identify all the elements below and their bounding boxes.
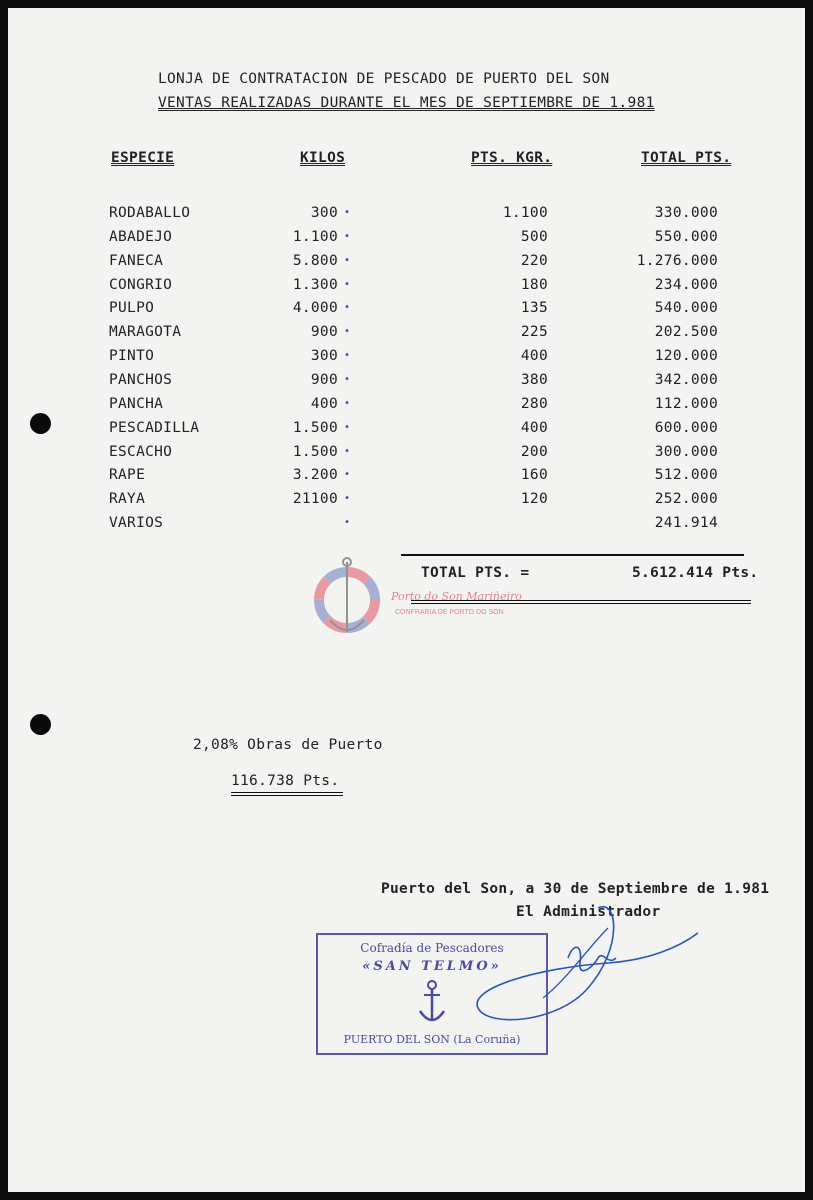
row-total: 600.000	[654, 419, 718, 436]
row-pts-kgr: 380	[520, 371, 548, 388]
row-especie: PESCADILLA	[109, 419, 200, 436]
check-mark-icon: •	[344, 517, 351, 529]
row-pts-kgr: 120	[520, 491, 548, 508]
row-pts-kgr: 225	[520, 324, 548, 341]
punch-hole-top	[30, 413, 51, 434]
row-total: 512.000	[654, 467, 718, 484]
row-kilos: 900	[310, 324, 338, 341]
column-header-kilos: KILOS	[300, 150, 346, 166]
header-subtitle: VENTAS REALIZADAS DURANTE EL MES DE SEPTIEMBRE DE 1.981	[158, 95, 655, 111]
row-kilos: 4.000	[292, 300, 338, 317]
check-mark-icon: •	[344, 254, 351, 266]
check-mark-icon: •	[344, 445, 351, 457]
row-especie: RAYA	[109, 491, 146, 508]
row-kilos: 300	[310, 205, 338, 221]
row-total: 120.000	[654, 348, 718, 365]
row-total: 550.000	[654, 228, 718, 245]
check-mark-icon: •	[344, 278, 351, 290]
row-total: 202.500	[654, 324, 718, 341]
check-mark-icon: •	[344, 326, 351, 338]
stamp-line3: PUERTO DEL SON (La Coruña)	[343, 1033, 521, 1046]
row-total: 342.000	[654, 371, 718, 388]
row-pts-kgr: 400	[520, 419, 548, 436]
obras-label: 2,08% Obras de Puerto	[193, 737, 383, 753]
check-mark-icon: •	[344, 493, 351, 505]
check-mark-icon: •	[344, 302, 351, 314]
check-mark-icon: •	[344, 350, 351, 362]
obras-double-rule	[231, 792, 343, 796]
row-especie: ABADEJO	[109, 228, 173, 245]
row-especie: RODABALLO	[109, 205, 191, 221]
row-especie: PANCHOS	[109, 371, 173, 388]
stamp-line2: «SAN TELMO»	[362, 959, 502, 974]
row-kilos: 3.200	[292, 467, 338, 484]
row-especie: RAPE	[109, 467, 146, 484]
row-pts-kgr: 200	[520, 443, 548, 460]
anchor-icon	[417, 979, 447, 1027]
row-especie: PULPO	[109, 300, 155, 317]
row-total: 241.914	[654, 515, 718, 532]
check-mark-icon: •	[344, 207, 351, 218]
row-pts-kgr: 180	[520, 276, 548, 293]
row-total: 234.000	[654, 276, 718, 293]
row-total: 1.276.000	[636, 252, 718, 269]
footer-role: El Administrador	[516, 904, 661, 920]
row-especie: FANECA	[109, 252, 164, 269]
watermark-small: CONFRARIA DE PORTO DO SON	[395, 609, 504, 616]
check-mark-icon: •	[344, 230, 351, 242]
row-kilos: 1.300	[292, 276, 338, 293]
row-pts-kgr: 280	[520, 395, 548, 412]
row-kilos: 900	[310, 371, 338, 388]
punch-hole-bottom	[30, 714, 51, 735]
row-kilos: 1.500	[292, 419, 338, 436]
column-header-pts-kgr: PTS. KGR.	[471, 150, 553, 166]
total-label: TOTAL PTS. =	[421, 565, 530, 581]
row-especie: CONGRIO	[109, 276, 173, 293]
stamp-line1: Cofradía de Pescadores	[360, 941, 504, 955]
row-pts-kgr: 220	[520, 252, 548, 269]
row-pts-kgr: 500	[520, 228, 548, 245]
row-kilos: 5.800	[292, 252, 338, 269]
total-rule	[401, 554, 744, 556]
anchor-lifebuoy-icon	[312, 554, 382, 646]
total-value: 5.612.414 Pts.	[632, 565, 759, 581]
document-page	[8, 8, 805, 1192]
row-total: 252.000	[654, 491, 718, 508]
row-kilos: 400	[310, 395, 338, 412]
header-title: LONJA DE CONTRATACION DE PESCADO DE PUERTO DEL SON	[158, 71, 610, 87]
check-mark-icon: •	[344, 397, 351, 409]
row-especie: MARAGOTA	[109, 324, 182, 341]
row-kilos: 1.100	[292, 228, 338, 245]
row-kilos: 300	[310, 348, 338, 365]
footer-place-date: Puerto del Son, a 30 de Septiembre de 1.981	[381, 881, 770, 897]
watermark-script: Porto do Son Mariñeiro	[391, 590, 522, 603]
obras-value: 116.738 Pts.	[231, 773, 340, 789]
row-total: 300.000	[654, 443, 718, 460]
row-especie: VARIOS	[109, 515, 164, 532]
row-pts-kgr: 400	[520, 348, 548, 365]
check-mark-icon: •	[344, 421, 351, 433]
row-especie: PANCHA	[109, 395, 164, 412]
row-total: 330.000	[654, 205, 718, 221]
row-total: 540.000	[654, 300, 718, 317]
row-pts-kgr: 1.100	[502, 205, 548, 221]
row-pts-kgr: 135	[520, 300, 548, 317]
row-kilos: 21100	[292, 491, 338, 508]
column-header-total: TOTAL PTS.	[641, 150, 732, 166]
column-header-especie: ESPECIE	[111, 150, 175, 166]
row-pts-kgr: 160	[520, 467, 548, 484]
row-especie: ESCACHO	[109, 443, 173, 460]
signature	[448, 888, 708, 1038]
row-kilos: 1.500	[292, 443, 338, 460]
row-total: 112.000	[654, 395, 718, 412]
check-mark-icon: •	[344, 469, 351, 481]
watermark-logo	[312, 554, 382, 646]
row-especie: PINTO	[109, 348, 155, 365]
check-mark-icon: •	[344, 373, 351, 385]
